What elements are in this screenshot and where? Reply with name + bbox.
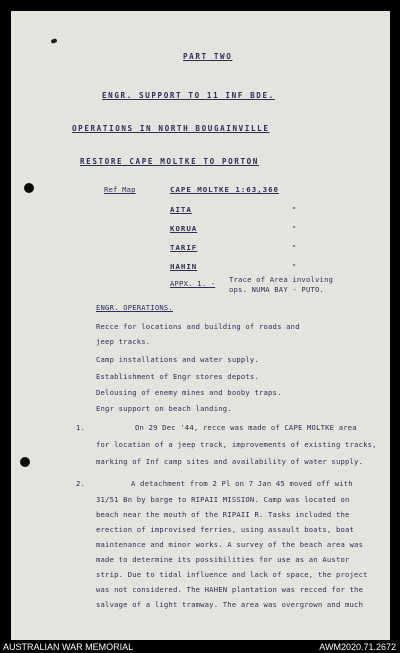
- heading-area: RESTORE CAPE MOLTKE TO PORTON: [80, 157, 259, 166]
- footer-accession-number: AWM2020.71.2672: [319, 642, 396, 652]
- punch-hole-bottom: [20, 457, 30, 467]
- engr-ops-line: Establishment of Engr stores depots.: [96, 372, 259, 381]
- footer-bar: [0, 641, 400, 653]
- document-page: [11, 11, 390, 640]
- appendix-label: APPX. 1. -: [170, 279, 216, 288]
- paragraph-2-line: erection of improvised ferries, using assault boats, boat: [96, 525, 355, 534]
- ditto-mark-2: ": [292, 224, 297, 233]
- engr-ops-line: Recce for locations and building of roads and: [96, 322, 300, 331]
- paragraph-2-line: made to determine its possibilities for use as an Austor: [96, 555, 350, 564]
- part-title: PART TWO: [183, 52, 233, 61]
- map-sheet-4: TARIF: [170, 243, 198, 252]
- engr-ops-line: Camp installations and water supply.: [96, 355, 259, 364]
- engr-ops-heading: ENGR. OPERATIONS.: [96, 303, 173, 312]
- heading-engr-support: ENGR. SUPPORT TO 11 INF BDE.: [102, 91, 275, 100]
- paragraph-1-line: for location of a jeep track, improvements of existing tracks,: [96, 440, 377, 449]
- ditto-mark-3: ": [292, 243, 297, 252]
- paragraph-2-line: was not considered. The HAHEN plantation was recced for the: [96, 585, 364, 594]
- map-sheet-3: KORUA: [170, 224, 198, 233]
- paragraph-2-line: salvage of a light tramway. The area was overgrown and much: [96, 600, 364, 609]
- ditto-mark-4: ": [292, 262, 297, 271]
- paragraph-2-line: maintenance and minor works. A survey of the beach area was: [96, 540, 364, 549]
- paragraph-1-line: marking of Inf camp sites and availability of water supply.: [96, 457, 364, 466]
- ref-map-label: Ref Map: [104, 185, 136, 194]
- footer-source: AUSTRALIAN WAR MEMORIAL: [3, 642, 134, 652]
- paragraph-2-line: beach near the mouth of the RIPAII R. Tasks included the: [96, 510, 350, 519]
- appendix-text-1: Trace of Area involving: [229, 275, 334, 284]
- map-sheet-5: HAHIN: [170, 262, 198, 271]
- map-sheet-2: AITA: [170, 205, 192, 214]
- paragraph-2-number: 2.: [76, 479, 86, 488]
- engr-ops-line: Delousing of enemy mines and booby traps.: [96, 388, 282, 397]
- ink-mark: [50, 38, 57, 44]
- paragraph-2-line: strip. Due to tidal influence and lack of space, the project: [96, 570, 368, 579]
- map-sheet-1: CAPE MOLTKE 1:63,360: [170, 185, 279, 194]
- punch-hole-top: [24, 183, 34, 193]
- appendix-text-2: ops. NUMA BAY - PUTO.: [229, 285, 325, 294]
- paragraph-2-line: 31/51 Bn by barge to RIPAII MISSION. Camp was located on: [96, 495, 350, 504]
- paragraph-1-number: 1.: [76, 423, 86, 432]
- ditto-mark-1: ": [292, 205, 297, 214]
- engr-ops-line: Engr support on beach landing.: [96, 404, 232, 413]
- engr-ops-line: jeep tracks.: [96, 337, 151, 346]
- paragraph-1-line: On 29 Dec '44, recce was made of CAPE MOLTKE area: [135, 423, 357, 432]
- paragraph-2-line: A detachment from 2 Pl on 7 Jan 45 moved off with: [131, 479, 353, 488]
- heading-operations: OPERATIONS IN NORTH BOUGAINVILLE: [72, 124, 270, 133]
